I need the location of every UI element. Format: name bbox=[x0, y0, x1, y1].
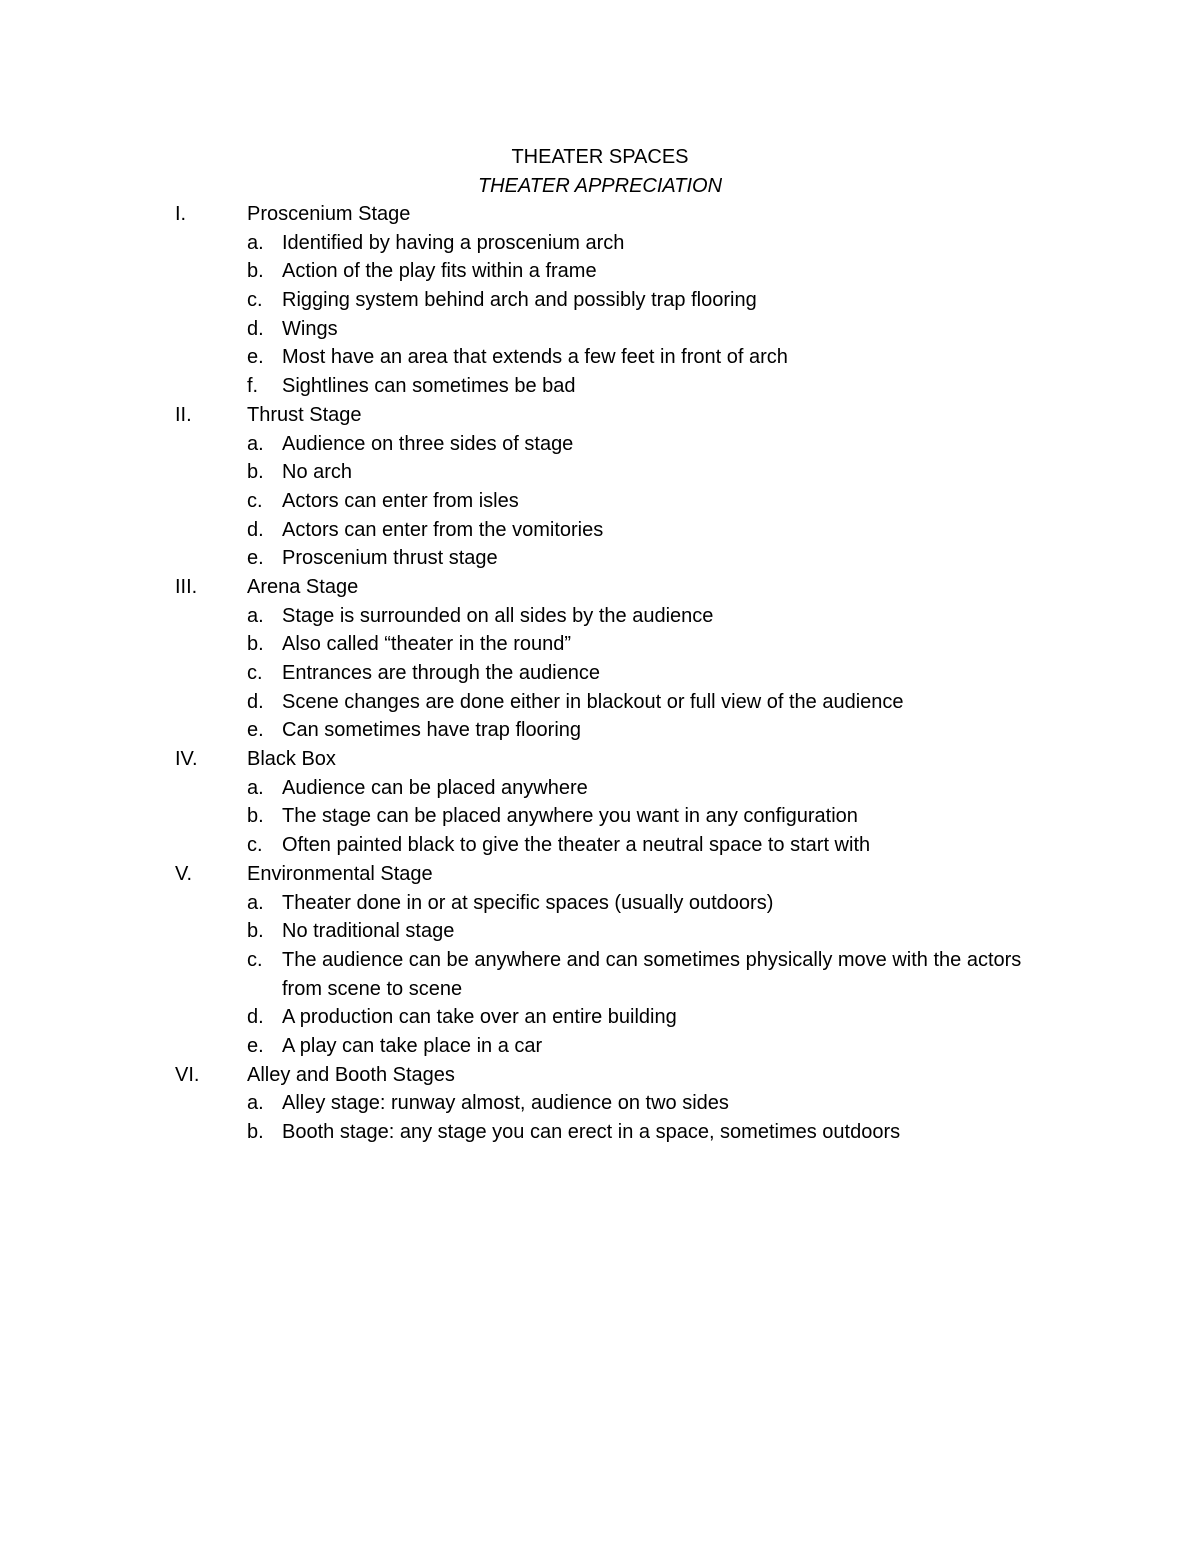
item-letter: e. bbox=[247, 719, 264, 742]
item-text: No arch bbox=[282, 461, 353, 484]
item-letter: e. bbox=[247, 346, 264, 369]
list-item bbox=[0, 1118, 1200, 1147]
section-heading bbox=[0, 860, 1200, 889]
item-text: Theater done in or at specific spaces (usually outdoors) bbox=[282, 891, 774, 914]
section-numeral: IV. bbox=[175, 748, 198, 771]
item-letter: d. bbox=[247, 518, 264, 541]
list-item bbox=[0, 458, 1200, 487]
list-item bbox=[0, 315, 1200, 344]
item-text: Most have an area that extends a few feet in front of arch bbox=[282, 346, 788, 369]
item-text: Audience on three sides of stage bbox=[282, 432, 574, 455]
item-letter: b. bbox=[247, 633, 264, 656]
item-letter: a. bbox=[247, 776, 264, 799]
outline bbox=[0, 200, 1200, 1147]
list-item bbox=[0, 544, 1200, 573]
item-text: Identified by having a proscenium arch bbox=[282, 231, 625, 254]
item-text: Rigging system behind arch and possibly trap flooring bbox=[282, 289, 757, 312]
section-title: Environmental Stage bbox=[247, 862, 433, 885]
list-item bbox=[0, 257, 1200, 286]
item-letter: a. bbox=[247, 891, 264, 914]
list-item bbox=[0, 917, 1200, 946]
list-item bbox=[0, 1089, 1200, 1118]
item-letter: d. bbox=[247, 317, 264, 340]
list-item bbox=[0, 1003, 1200, 1032]
item-letter: b. bbox=[247, 1121, 264, 1144]
list-item bbox=[0, 688, 1200, 717]
item-text: Proscenium thrust stage bbox=[282, 547, 498, 570]
list-item bbox=[0, 946, 1200, 1003]
section-heading bbox=[0, 1061, 1200, 1090]
item-letter: b. bbox=[247, 461, 264, 484]
item-text: Alley stage: runway almost, audience on two sides bbox=[282, 1092, 729, 1115]
item-text: Wings bbox=[282, 317, 338, 340]
item-text: The audience can be anywhere and can sometimes physically move with the actors from scene to scene bbox=[282, 948, 1022, 1000]
item-letter: b. bbox=[247, 805, 264, 828]
section-title: Black Box bbox=[247, 748, 336, 771]
item-letter: d. bbox=[247, 1006, 264, 1029]
item-text: Can sometimes have trap flooring bbox=[282, 719, 582, 742]
item-letter: a. bbox=[247, 432, 264, 455]
section-title: Arena Stage bbox=[247, 575, 359, 598]
item-text: Booth stage: any stage you can erect in a space, sometimes outdoors bbox=[282, 1121, 901, 1144]
item-text: No traditional stage bbox=[282, 920, 455, 943]
list-item bbox=[0, 286, 1200, 315]
list-item bbox=[0, 659, 1200, 688]
list-item bbox=[0, 343, 1200, 372]
item-letter: c. bbox=[247, 834, 263, 857]
item-letter: e. bbox=[247, 1034, 264, 1057]
page-subtitle: THEATER APPRECIATION bbox=[477, 175, 723, 197]
section-numeral: I. bbox=[175, 203, 187, 225]
list-item bbox=[0, 430, 1200, 459]
list-item bbox=[0, 716, 1200, 745]
item-text: Entrances are through the audience bbox=[282, 662, 600, 684]
list-item bbox=[0, 630, 1200, 659]
item-letter: c. bbox=[247, 662, 263, 684]
list-item bbox=[0, 1032, 1200, 1061]
list-item bbox=[0, 889, 1200, 918]
item-letter: d. bbox=[247, 690, 264, 713]
item-letter: c. bbox=[247, 289, 263, 312]
item-text: Often painted black to give the theater a neutral space to start with bbox=[282, 834, 871, 857]
item-letter: c. bbox=[247, 948, 263, 971]
item-text: A production can take over an entire building bbox=[282, 1006, 677, 1029]
item-text: Actors can enter from isles bbox=[282, 489, 519, 512]
item-letter: b. bbox=[247, 260, 264, 283]
item-text: Stage is surrounded on all sides by the audience bbox=[282, 604, 714, 627]
section-title: Thrust Stage bbox=[247, 403, 362, 426]
item-text: Audience can be placed anywhere bbox=[282, 776, 588, 799]
section-numeral: III. bbox=[175, 575, 198, 598]
item-text: Actors can enter from the vomitories bbox=[282, 518, 604, 541]
list-item bbox=[0, 372, 1200, 401]
section-heading bbox=[0, 401, 1200, 430]
list-item bbox=[0, 487, 1200, 516]
section-numeral: V. bbox=[175, 862, 193, 885]
section-title: Proscenium Stage bbox=[247, 203, 411, 225]
item-text: The stage can be placed anywhere you want in any configuration bbox=[282, 805, 858, 828]
list-item bbox=[0, 602, 1200, 631]
item-text: Sightlines can sometimes be bad bbox=[282, 375, 576, 398]
list-item bbox=[0, 229, 1200, 258]
item-letter: a. bbox=[247, 231, 264, 254]
item-text: Action of the play fits within a frame bbox=[282, 260, 597, 283]
item-letter: b. bbox=[247, 920, 264, 943]
item-letter: a. bbox=[247, 604, 264, 627]
item-text: Scene changes are done either in blackout or full view of the audience bbox=[282, 690, 904, 713]
section-heading bbox=[0, 745, 1200, 774]
section-numeral: II. bbox=[175, 403, 192, 426]
item-letter: c. bbox=[247, 489, 263, 512]
item-text: Also called “theater in the round” bbox=[282, 633, 572, 656]
item-letter: a. bbox=[247, 1092, 264, 1115]
item-letter: f. bbox=[247, 375, 259, 398]
list-item bbox=[0, 831, 1200, 860]
section-numeral: VI. bbox=[175, 1063, 200, 1086]
section-heading bbox=[0, 573, 1200, 602]
section-heading bbox=[0, 200, 1200, 229]
list-item bbox=[0, 802, 1200, 831]
item-letter: e. bbox=[247, 547, 264, 570]
page-title: THEATER SPACES bbox=[511, 146, 689, 168]
list-item bbox=[0, 774, 1200, 803]
list-item bbox=[0, 516, 1200, 545]
item-text: A play can take place in a car bbox=[282, 1034, 543, 1057]
section-title: Alley and Booth Stages bbox=[247, 1063, 455, 1086]
